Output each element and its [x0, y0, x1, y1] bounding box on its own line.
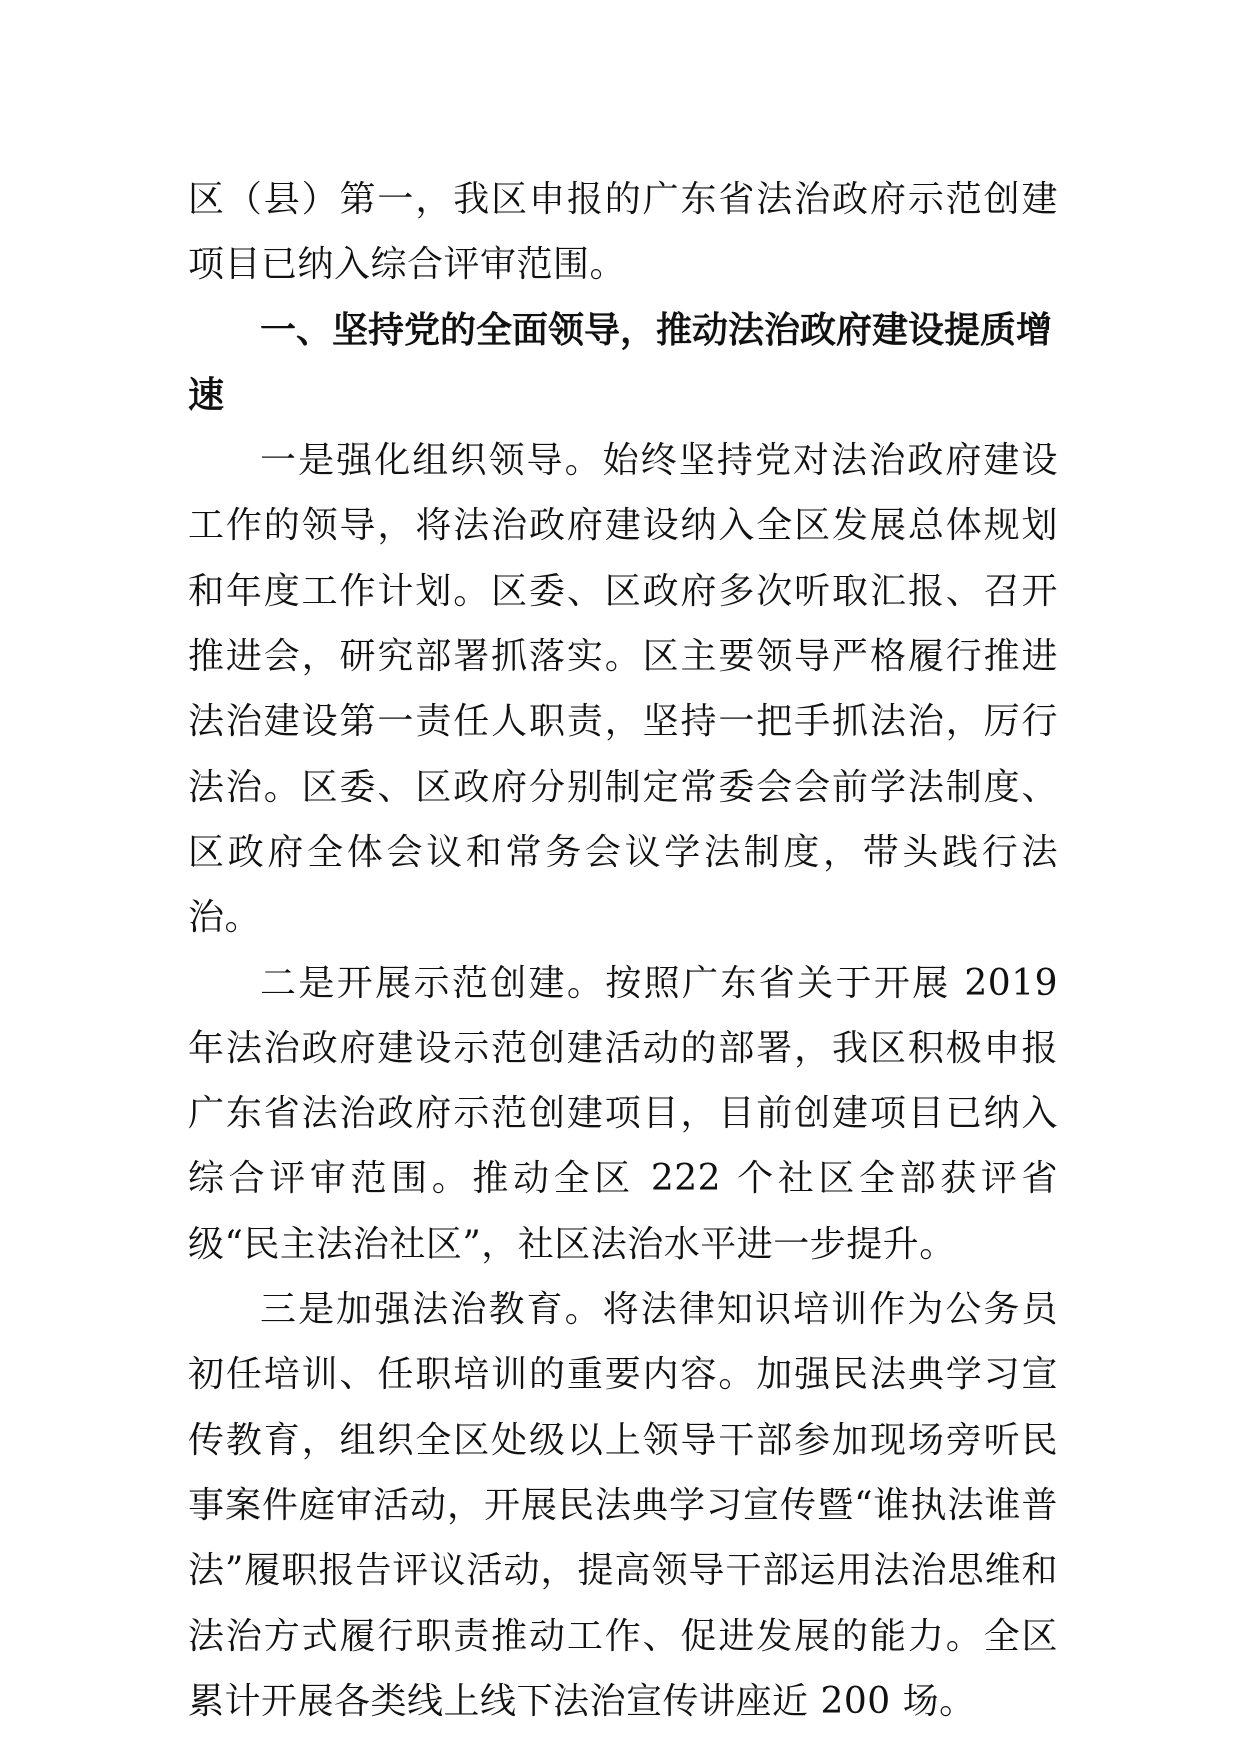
document-body — [188, 167, 1058, 1734]
section-heading: 一、坚持党的全面领导，推动法治政府建设提质增速 — [188, 309, 1053, 416]
paragraph-legal-education: 三是加强法治教育。将法律知识培训作为公务员初任培训、任职培训的重要内容。加强民法典学习宣传教育，组织全区处级以上领导干部参加现场旁听民事案件庭审活动，开展民法典学习宣传暨“谁执法谁普法”履职报告评议活动，提高领导干部运用法治思维和法治方式履行职责推动工作、促进发展的能力。全区累计开展各类线上线下法治宣传讲座近 200 场。 — [188, 1289, 1058, 1722]
paragraph-organization-leadership: 一是强化组织领导。始终坚持党对法治政府建设工作的领导，将法治政府建设纳入全区发展总体规划和年度工作计划。区委、区政府多次听取汇报、召开推进会，研究部署抓落实。区主要领导严格履行推进法治建设第一责任人职责，坚持一把手抓法治，厉行法治。区委、区政府分别制定常委会会前学法制度、区政府全体会议和常务会议学法制度，带头践行法治。 — [188, 440, 1058, 939]
continued-paragraph: 区（县）第一，我区申报的广东省法治政府示范创建项目已纳入综合评审范围。 — [188, 179, 1058, 286]
paragraph-demonstration-creation: 二是开展示范创建。按照广东省关于开展 2019 年法治政府建设示范创建活动的部署，我区积极申报广东省法治政府示范创建项目，目前创建项目已纳入综合评审范围。推动全区 222 个社区全部获评省级“民主法治社区”，社区法治水平进一步提升。 — [188, 962, 1058, 1265]
